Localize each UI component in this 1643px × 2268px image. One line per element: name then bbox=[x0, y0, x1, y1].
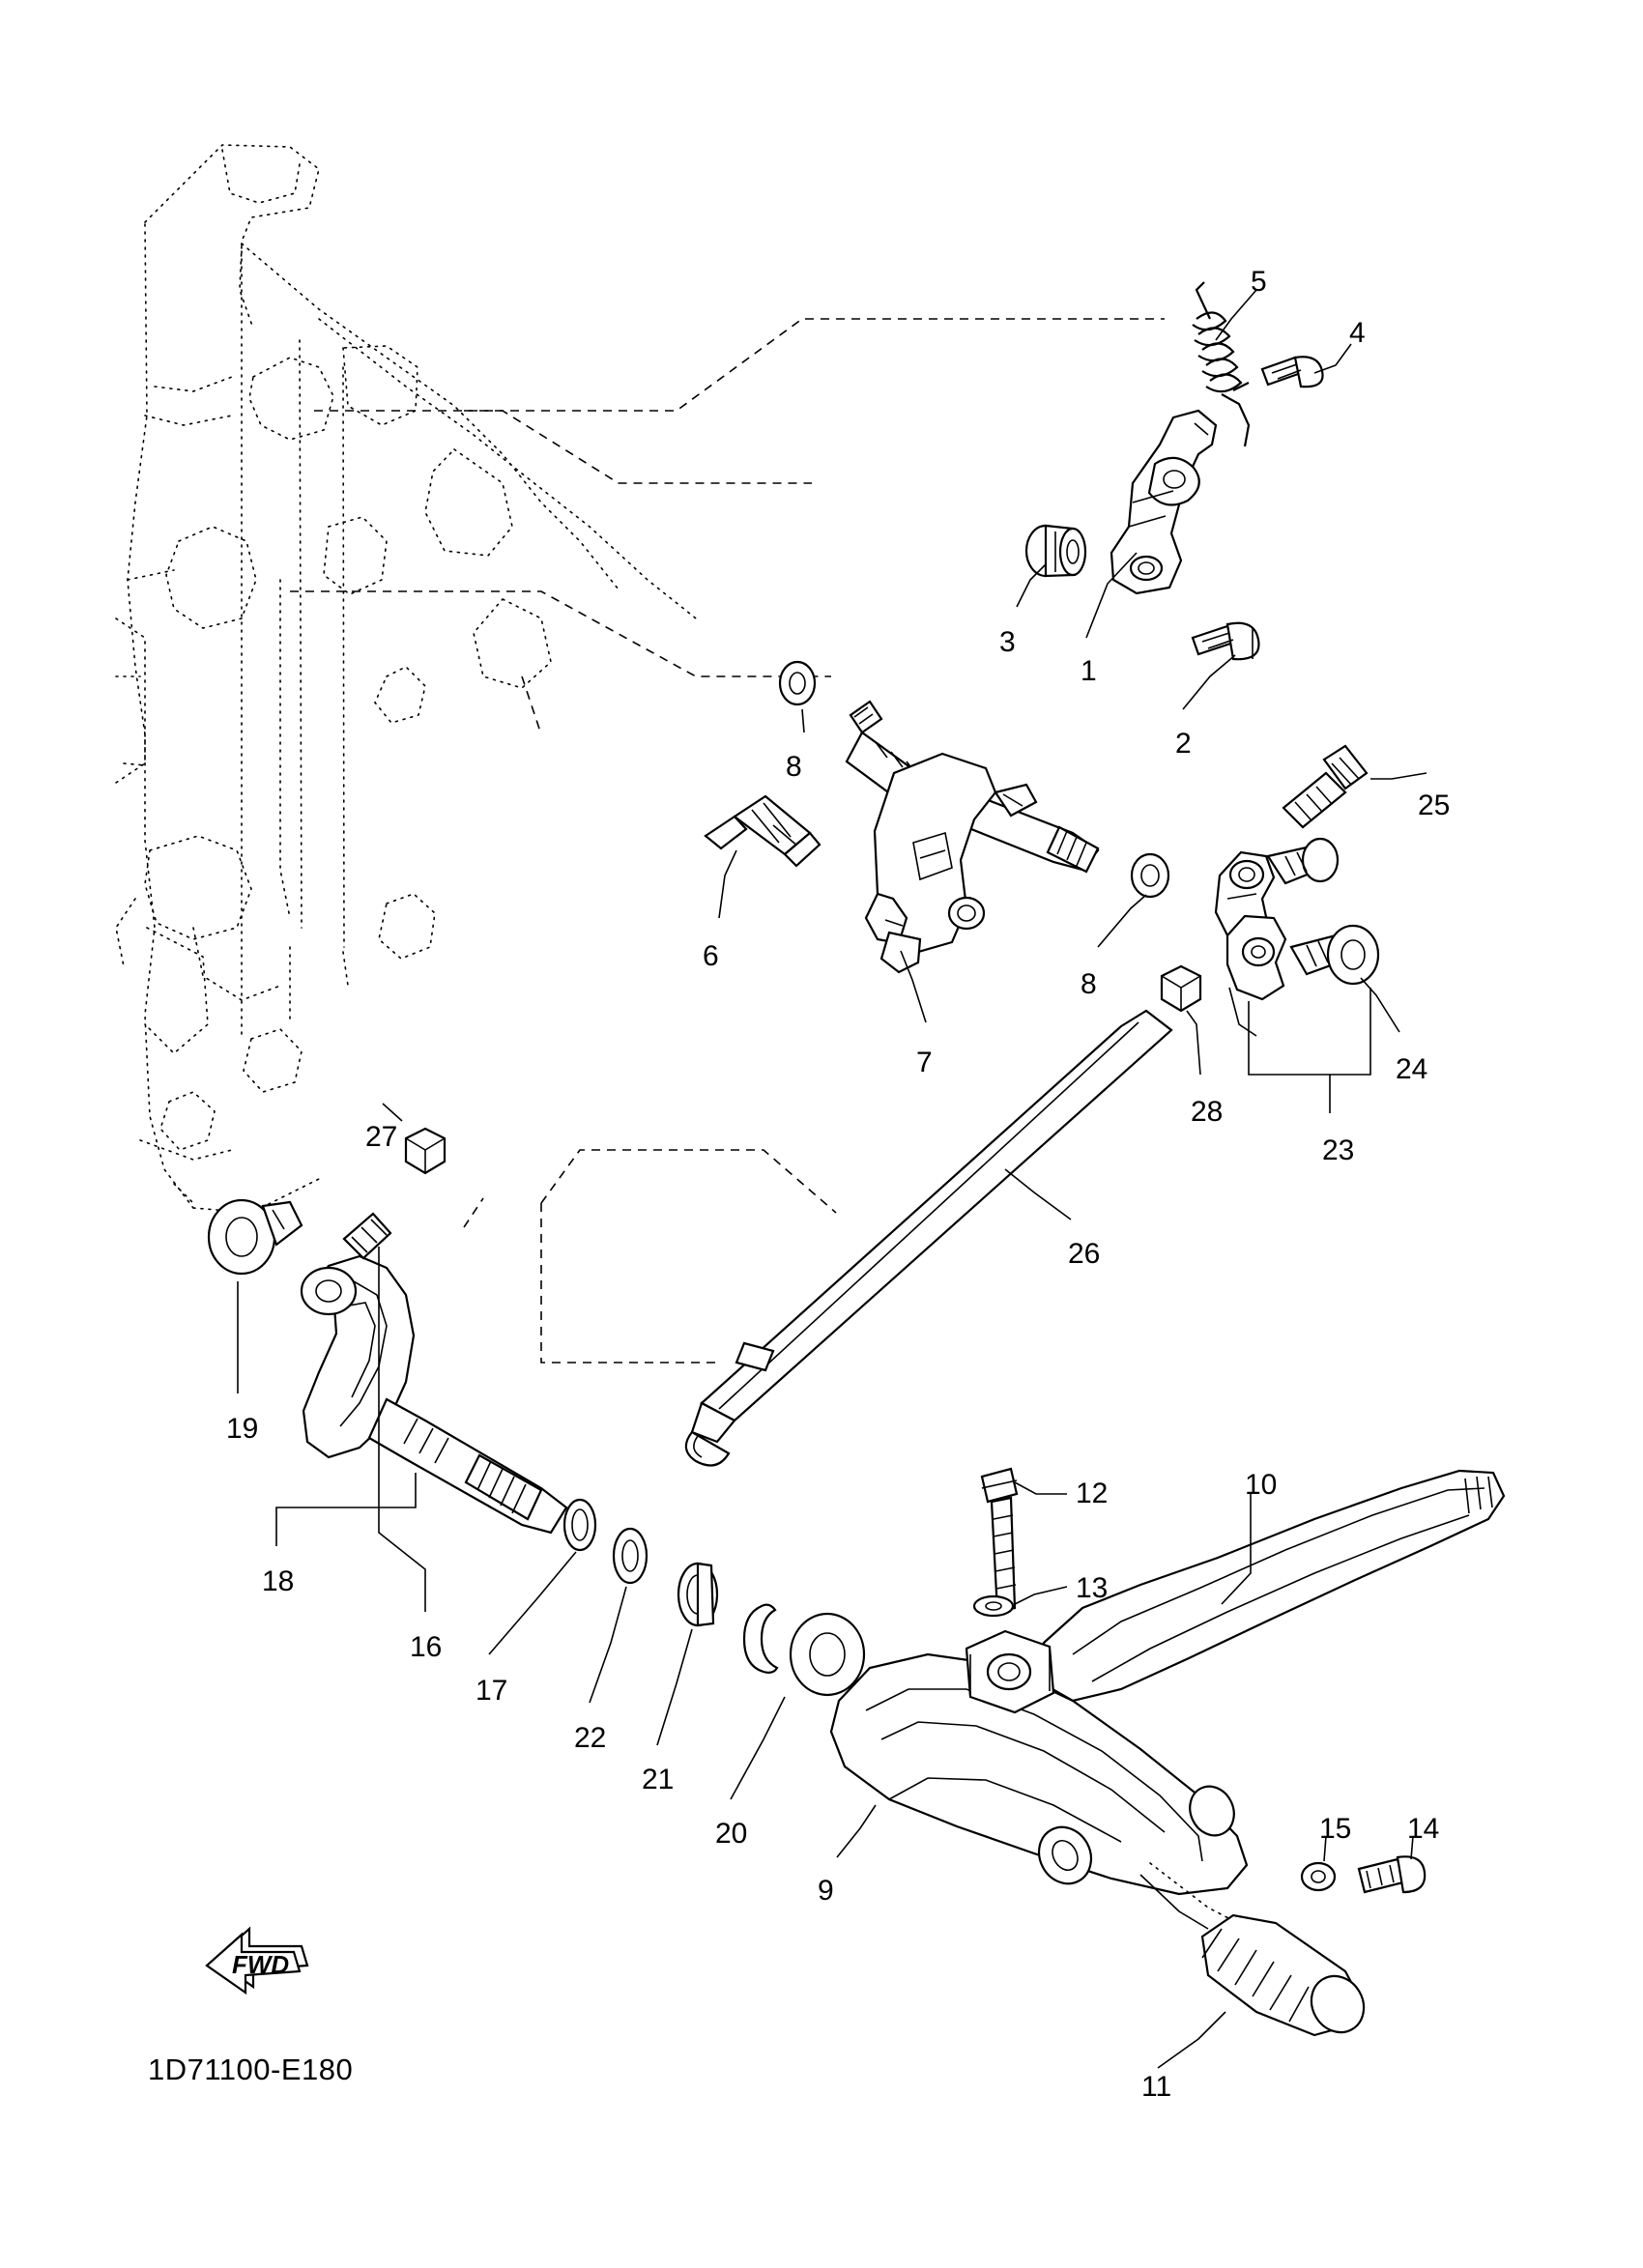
part-25-bolt bbox=[1283, 746, 1367, 827]
callout-26: 26 bbox=[1068, 1238, 1101, 1270]
callout-8-lower: 8 bbox=[1081, 968, 1097, 1000]
callout-28: 28 bbox=[1191, 1096, 1224, 1128]
callout-leader-lines bbox=[238, 290, 1427, 2068]
callout-13: 13 bbox=[1076, 1572, 1109, 1604]
callout-27: 27 bbox=[365, 1121, 398, 1153]
part-12-bolt bbox=[982, 1469, 1017, 1612]
part-11-footrest-rubber bbox=[1202, 1915, 1374, 2042]
callout-22: 22 bbox=[574, 1722, 607, 1754]
callout-19: 19 bbox=[226, 1413, 259, 1445]
callout-3: 3 bbox=[999, 626, 1016, 658]
part-6-pin bbox=[706, 796, 820, 866]
callout-17: 17 bbox=[476, 1675, 508, 1707]
crankcase-phantom-outline bbox=[116, 145, 696, 1213]
callout-12: 12 bbox=[1076, 1478, 1109, 1509]
part-20-circlip bbox=[744, 1605, 864, 1695]
part-3-collar bbox=[1026, 526, 1085, 576]
part-7-shift-shaft bbox=[847, 702, 1098, 972]
part-28-nut bbox=[1162, 966, 1200, 1011]
callout-10: 10 bbox=[1245, 1469, 1278, 1501]
callout-16: 16 bbox=[410, 1631, 443, 1663]
callout-18: 18 bbox=[262, 1565, 295, 1597]
part-1-stopper-lever bbox=[1111, 411, 1216, 593]
callout-20: 20 bbox=[715, 1818, 748, 1850]
part-19-ball-joint bbox=[209, 1200, 302, 1274]
part-8b-washer bbox=[1132, 854, 1168, 897]
callout-5: 5 bbox=[1251, 266, 1267, 298]
callout-25: 25 bbox=[1418, 789, 1451, 821]
callout-6: 6 bbox=[703, 940, 719, 972]
callout-23: 23 bbox=[1322, 1134, 1355, 1166]
part-4-pin bbox=[1262, 357, 1323, 387]
callout-2: 2 bbox=[1175, 728, 1192, 760]
part-27-nut bbox=[406, 1129, 445, 1173]
callout-14: 14 bbox=[1407, 1813, 1440, 1845]
part-15-washer bbox=[1302, 1863, 1335, 1890]
part-14-bolt bbox=[1359, 1856, 1425, 1892]
part-13-washer bbox=[974, 1596, 1013, 1616]
callout-7: 7 bbox=[916, 1047, 933, 1078]
part-22-washer bbox=[614, 1529, 647, 1583]
callout-11: 11 bbox=[1141, 2071, 1172, 2103]
part-17-washer bbox=[564, 1500, 595, 1550]
callout-24: 24 bbox=[1396, 1053, 1428, 1085]
callout-9: 9 bbox=[818, 1875, 834, 1907]
callout-15: 15 bbox=[1319, 1813, 1352, 1845]
part-8a-washer bbox=[780, 662, 815, 704]
callout-8-upper: 8 bbox=[786, 751, 802, 783]
callout-1: 1 bbox=[1081, 655, 1097, 687]
part-2-bolt bbox=[1193, 623, 1258, 659]
callout-21: 21 bbox=[642, 1764, 675, 1795]
part-21-oil-seal bbox=[678, 1564, 717, 1625]
fwd-label: FWD bbox=[232, 1950, 290, 1979]
callout-4: 4 bbox=[1349, 317, 1366, 349]
part-code-label: 1D71100-E180 bbox=[148, 2053, 354, 2086]
part-23-24-shift-rod-joint bbox=[1216, 839, 1378, 1036]
part-18-shift-arm bbox=[302, 1214, 566, 1533]
